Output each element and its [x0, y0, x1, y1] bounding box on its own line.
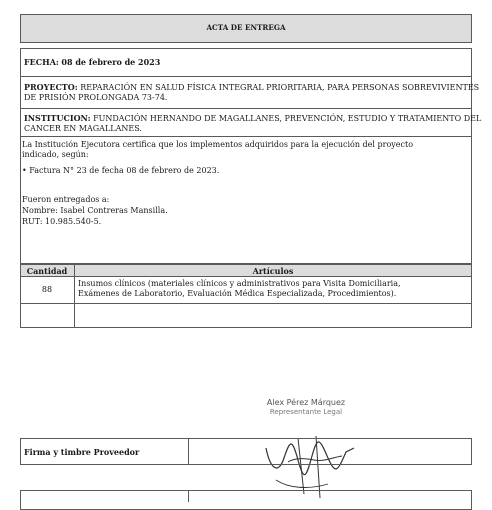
proyecto-block: [24, 82, 480, 103]
row-articulos: [78, 279, 470, 299]
entregados-text: Fueron entregados a:: [22, 195, 110, 204]
signer-role: Representante Legal: [269, 408, 343, 416]
recipient-rut: RUT: 10.985.540-5.: [22, 217, 102, 226]
proyecto-text-1: REPARACIÓN EN SALUD FÍSICA INTEGRAL PRIORITARIA, PARA PERSONAS SOBREVIVIENTES: [80, 83, 480, 92]
recipient-block: [22, 195, 168, 227]
row-cantidad: 88: [41, 285, 53, 294]
bottom-box: [20, 490, 472, 510]
institucion-label: INSTITUCION:: [24, 113, 91, 123]
divider: [20, 76, 472, 77]
document-title: ACTA DE ENTREGA: [206, 23, 286, 32]
certification-block: [22, 140, 468, 176]
divider: [20, 108, 472, 109]
articulo-line-2: Exámenes de Laboratorio, Evaluación Médica Especializada, Procedimientos).: [78, 289, 397, 298]
articulo-line-1: Insumos clínicos (materiales clínicos y administrativos para Visita Domiciliaria,: [78, 279, 401, 288]
firma-label: Firma y timbre Proveedor: [24, 447, 140, 457]
bottom-divider: [188, 490, 189, 502]
recipient-name: Nombre: Isabel Contreras Mansilla.: [22, 206, 168, 215]
fecha-value: 08 de febrero de 2023: [61, 57, 161, 67]
signer-name: Alex Pérez Márquez: [266, 398, 346, 407]
proyecto-text-2: DE PRISIÓN PROLONGADA 73-74.: [24, 93, 168, 102]
institucion-text-1: FUNDACIÓN HERNANDO DE MAGALLANES, PREVENCIÓN, ESTUDIO Y TRATAMIENTO DEL: [93, 114, 482, 123]
header-cantidad: Cantidad: [26, 266, 68, 276]
institucion-block: [24, 113, 482, 134]
factura-item: • Factura N° 23 de fecha 08 de febrero de 2023.: [22, 166, 220, 175]
proyecto-label: PROYECTO:: [24, 82, 78, 92]
fecha-line: [24, 57, 160, 68]
row-divider: [21, 303, 471, 304]
fecha-label: FECHA:: [24, 57, 59, 67]
header-articulos: Artículos: [252, 266, 294, 276]
firma-divider: [188, 438, 189, 465]
cert-text-1: La Institución Ejecutora certifica que los implementos adquiridos para la ejecución del proyecto: [22, 140, 414, 149]
institucion-text-2: CANCER EN MAGALLANES.: [24, 124, 142, 133]
divider: [20, 136, 472, 137]
cert-text-2: indicado, según:: [22, 150, 89, 159]
